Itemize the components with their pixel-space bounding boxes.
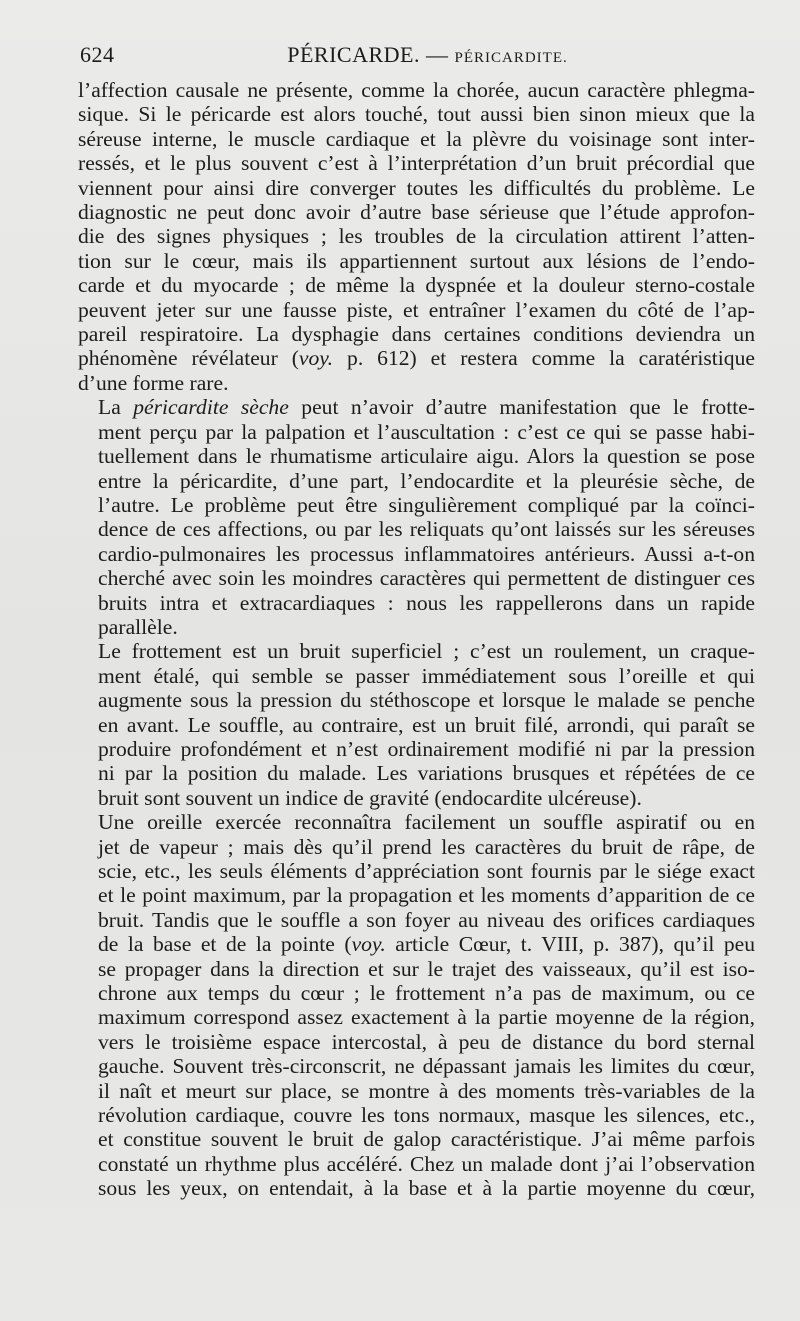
text-line: bruit. Tandis que le souffle a son foyer au niveau des orifices cardiaques: [98, 907, 755, 932]
text-line: ment perçu par la palpation et l’auscultation : c’est ce qui se passe habi-: [98, 419, 755, 444]
text-line: bruits intra et extracardiaques : nous les rappellerons dans un rapide: [98, 590, 755, 615]
text-line: diagnostic ne peut donc avoir d’autre base sérieuse que l’étude approfon-: [78, 200, 755, 225]
text-line: Une oreille exercée reconnaîtra facilement un souffle aspiratif ou en: [98, 810, 755, 835]
text-line: se propager dans la direction et sur le trajet des vaisseaux, qu’il est iso-: [98, 956, 755, 981]
text-line: séreuse interne, le muscle cardiaque et la plèvre du voisinage sont inter-: [78, 126, 755, 151]
text-line: phénomène révélateur (voy. p. 612) et restera comme la caratéristique: [78, 346, 755, 371]
text-line: viennent pour ainsi dire converger toutes les difficultés du problème. Le: [78, 175, 755, 200]
text-line: parallèle.: [98, 614, 178, 639]
text-line: et le point maximum, par la propagation et les moments d’apparition de ce: [98, 883, 755, 908]
text-line: maximum correspond assez exactement à la partie moyenne de la région,: [98, 1005, 755, 1030]
text-line: cardio-pulmonaires les processus inflammatoires antérieurs. Aussi a-t-on: [98, 541, 755, 566]
text-line: constaté un rhythme plus accéléré. Chez un malade dont j’ai l’observation: [98, 1151, 755, 1176]
italic-text: voy.: [351, 932, 386, 957]
text-line: ment étalé, qui semble se passer immédiatement sous l’oreille et qui: [98, 663, 755, 688]
text-line: l’affection causale ne présente, comme la chorée, aucun caractère phlegma-: [78, 78, 755, 102]
text-line: en avant. Le souffle, au contraire, est un bruit filé, arrondi, qui paraît se: [98, 712, 755, 737]
text-line: jet de vapeur ; mais dès qu’il prend les caractères du bruit de râpe, de: [98, 834, 755, 859]
paragraph: [78, 395, 755, 639]
text-line: chrone aux temps du cœur ; le frottement n’a pas de maximum, ou ce: [98, 981, 755, 1006]
text-line: tuellement dans le rhumatisme articulaire aigu. Alors la question se pose: [98, 444, 755, 469]
text-line: et constitue souvent le bruit de galop caractéristique. J’ai même parfois: [98, 1127, 755, 1152]
text-line: de la base et de la pointe (voy. article Cœur, t. VIII, p. 387), qu’il peu: [98, 932, 755, 957]
text-line: Le frottement est un bruit superficiel ; c’est un roulement, un craque-: [98, 639, 755, 664]
running-title: [80, 42, 755, 68]
paragraph: [78, 639, 755, 810]
italic-text: péricardite sèche: [133, 395, 289, 420]
italic-text: voy.: [298, 346, 334, 371]
text-line: sous les yeux, on entendait, à la base et à la partie moyenne du cœur,: [98, 1176, 755, 1201]
body-text: [78, 78, 755, 1201]
text-line: augmente sous la pression du stéthoscope et lorsque le malade se penche: [98, 688, 755, 713]
running-header: [80, 42, 755, 74]
running-title-sub: PÉRICARDITE.: [454, 50, 568, 66]
text-line: scie, etc., les seuls éléments d’appréciation sont fournis par le siége exact: [98, 859, 755, 883]
text-line: bruit sont souvent un indice de gravité (endocardite ulcéreuse).: [98, 785, 642, 810]
text-line: l’autre. Le problème peut être singulièrement compliqué par la coïnci-: [98, 492, 755, 517]
text-line: pareil respiratoire. La dysphagie dans certaines conditions deviendra un: [78, 322, 755, 347]
text-line: tion sur le cœur, mais ils appartiennent surtout aux lésions de l’endo-: [78, 248, 755, 273]
paragraph: [78, 78, 755, 395]
text-line: sique. Si le péricarde est alors touché, tout aussi bien sinon mieux que la: [78, 102, 755, 127]
text-line: gauche. Souvent très-circonscrit, ne dépassant jamais les limites du cœur,: [98, 1054, 755, 1079]
text-line: cherché avec soin les moindres caractères qui permettent de distinguer ces: [98, 566, 755, 591]
text-line: dence de ces affections, ou par les reliquats qu’ont laissés sur les séreuses: [98, 517, 755, 542]
text-line: La péricardite sèche peut n’avoir d’autre manifestation que le frotte-: [98, 395, 756, 420]
text-line: ni par la position du malade. Les variations brusques et répétées de ce: [98, 761, 755, 786]
running-title-separator: —: [426, 42, 449, 67]
paragraph: [78, 810, 755, 1201]
text-line: produire profondément et n’est ordinairement modifié ni par la pression: [98, 736, 755, 761]
text-line: ressés, et le plus souvent c’est à l’interprétation d’un bruit précordial que: [78, 151, 755, 176]
text-line: die des signes physiques ; les troubles de la circulation attirent l’atten-: [78, 224, 755, 249]
text-line: peuvent jeter sur une fausse piste, et entraîner l’examen du côté de l’ap-: [78, 297, 755, 322]
text-line: d’une forme rare.: [78, 370, 229, 395]
running-title-main: PÉRICARDE.: [287, 42, 420, 67]
text-line: vers le troisième espace intercostal, à peu de distance du bord sternal: [98, 1029, 755, 1054]
text-line: révolution cardiaque, couvre les tons normaux, masque les silences, etc.,: [98, 1103, 755, 1128]
text-line: entre la péricardite, d’une part, l’endocardite et la pleurésie sèche, de: [98, 468, 755, 493]
text-line: il naît et meurt sur place, se montre à des moments très-variables de la: [98, 1078, 755, 1103]
page-number: 624: [80, 42, 115, 67]
text-line: carde et du myocarde ; de même la dyspnée et la douleur sterno-costale: [78, 273, 755, 298]
